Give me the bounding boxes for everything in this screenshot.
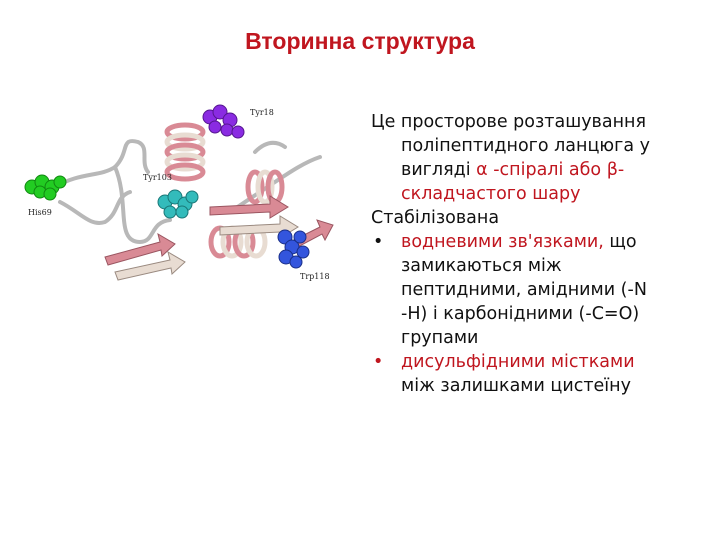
- trp118-spheres: [278, 230, 309, 268]
- bullet2-line-2: між залишками цистеїну: [401, 376, 631, 396]
- definition-line-3: [371, 158, 701, 182]
- his69-spheres: [25, 175, 66, 200]
- definition-line-3-plain: вигляді: [401, 160, 477, 180]
- label-tyr18: Tyr18: [250, 108, 274, 117]
- bullet1-line-4: -H) і карбонідними (-C=O): [401, 304, 640, 324]
- definition-line-1: Це просторове розташування: [371, 112, 647, 132]
- bullet1-red: водневими зв'язками,: [401, 232, 604, 252]
- bullet-hydrogen-bonds: [371, 230, 701, 350]
- label-trp118: Trp118: [300, 272, 330, 281]
- bullet1-line-1: [401, 230, 701, 254]
- bullet1-line-2: замикаються між: [401, 256, 562, 276]
- label-tyr103: Tyr103: [143, 173, 172, 182]
- tyr103-spheres: [158, 190, 198, 218]
- slide-title: Вторинна структура: [245, 28, 475, 54]
- label-his69: His69: [28, 208, 52, 217]
- tyr18-spheres: [203, 105, 244, 138]
- protein-structure-figure: [20, 92, 365, 307]
- bullet-disulfide-bridges: [371, 350, 701, 398]
- definition-alpha-beta: α -спіралі або β-: [476, 160, 625, 180]
- bullet-marker: •: [373, 352, 384, 372]
- definition-line-2: поліпептидного ланцюга у: [401, 136, 650, 156]
- definition-line-4: складчастого шару: [401, 184, 581, 204]
- slide-text: [371, 110, 701, 398]
- bullet2-line-1: дисульфідними містками: [401, 352, 635, 372]
- bullet-marker: •: [373, 232, 384, 252]
- stabilized-heading: Стабілізована: [371, 208, 500, 228]
- bullet1-rest: що: [603, 232, 637, 252]
- bullet1-line-3: пептидними, амідними (-N: [401, 280, 647, 300]
- bullet1-line-5: групами: [401, 328, 479, 348]
- alpha-helix-top: [167, 125, 203, 179]
